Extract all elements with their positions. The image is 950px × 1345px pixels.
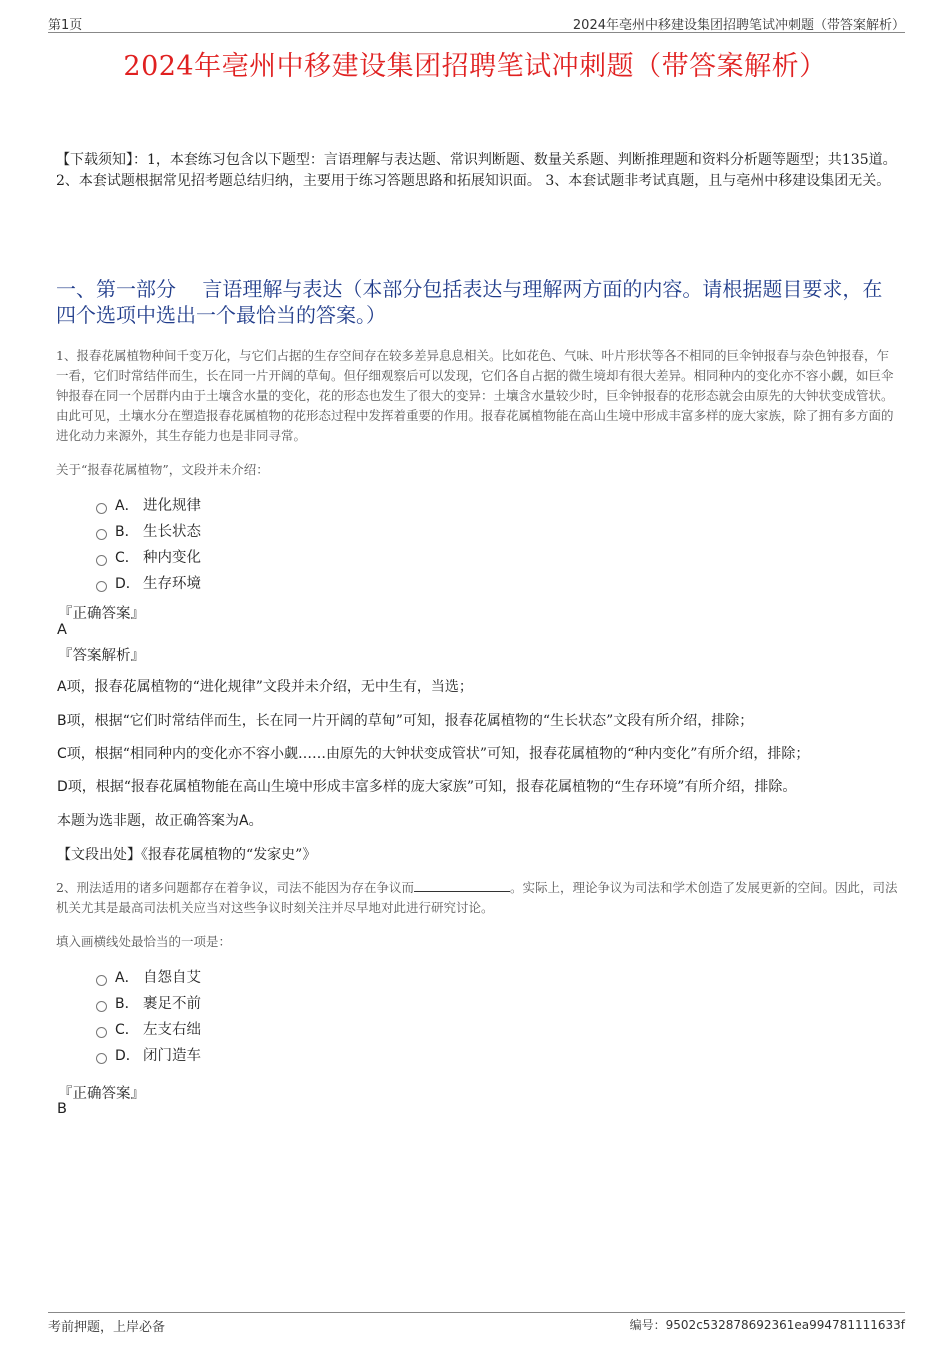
- q1-option-b[interactable]: B． 生长状态: [96, 519, 201, 545]
- q2-answer: B: [57, 1101, 67, 1117]
- q1-option-d[interactable]: D． 生存环境: [96, 571, 201, 597]
- q2-option-d[interactable]: D． 闭门造车: [96, 1043, 201, 1069]
- q1-passage: 1、报春花属植物种间千变万化，与它们占据的生存空间存在较多差异息息相关。比如花色、气味、叶片形状等各不相同的巨伞钟报春与杂色钟报春，乍一看，它们时常结伴而生，长在同一片开阔的草甸。但仔细观察后可以发现，它们各自占据的微生境却有很大差异。相同种内的变化亦不容小觑，如巨伞钟报春在同一个居群内由于土壤含水量的变化，花的形态也发生了很大的变异：土壤含水量较少时，巨伞钟报春的花形态就会由原先的大钟状变成管状。由此可见，土壤水分在塑造报春花属植物的花形态过程中发挥着重要的作用。报春花属植物能在高山生境中形成丰富多样的庞大家族，除了拥有多方面的进化动力来源外，其生存能力也是非同寻常。: [56, 348, 894, 443]
- header-doc-title: 2024年亳州中移建设集团招聘笔试冲刺题（带答案解析）: [572, 18, 905, 33]
- q2-options: [96, 965, 201, 1069]
- q1-source: 【文段出处】《报春花属植物的“发家史”》: [57, 847, 317, 863]
- footer-slogan: 考前押题，上岸必备: [48, 1320, 166, 1335]
- radio-icon[interactable]: [96, 975, 107, 986]
- radio-icon[interactable]: [96, 1053, 107, 1064]
- q2-option-a[interactable]: A． 自怨自艾: [96, 965, 201, 991]
- q1-option-c[interactable]: C． 种内变化: [96, 545, 201, 571]
- radio-icon[interactable]: [96, 503, 107, 514]
- q1-option-a[interactable]: A． 进化规律: [96, 493, 201, 519]
- page-footer: [48, 1312, 905, 1333]
- radio-icon[interactable]: [96, 1027, 107, 1038]
- q1-answer: A: [57, 622, 67, 638]
- q2-answer-label: 『正确答案』: [58, 1086, 145, 1102]
- q2-question: 填入画横线处最恰当的一项是：: [56, 934, 232, 949]
- q2-option-b[interactable]: B． 裹足不前: [96, 991, 201, 1017]
- footer-code: 编号：9502c532878692361ea994781111633f: [629, 1318, 905, 1332]
- q2-option-c[interactable]: C． 左支右绌: [96, 1017, 201, 1043]
- q1-options: [96, 493, 201, 597]
- radio-icon[interactable]: [96, 1001, 107, 1012]
- radio-icon[interactable]: [96, 555, 107, 566]
- answer-blank: [414, 879, 510, 892]
- q1-analysis-d: D项，根据“报春花属植物能在高山生境中形成丰富多样的庞大家族”可知，报春花属植物的“生存环境”有所介绍，排除。: [57, 779, 797, 795]
- section-title: 一、第一部分 言语理解与表达（本部分包括表达与理解两方面的内容。请根据题目要求，在四个选项中选出一个最恰当的答案。）: [56, 277, 883, 327]
- page-title: 2024年亳州中移建设集团招聘笔试冲刺题（带答案解析）: [123, 51, 827, 82]
- q1-conclusion: 本题为选非题，故正确答案为A。: [57, 813, 263, 829]
- q1-answer-label: 『正确答案』: [58, 606, 145, 622]
- page-number: 第1页: [48, 18, 83, 33]
- page-header: [48, 14, 905, 33]
- q1-analysis-b: B项，根据“它们时常结伴而生，长在同一片开阔的草甸”可知，报春花属植物的“生长状态”文段有所介绍，排除；: [57, 713, 754, 729]
- radio-icon[interactable]: [96, 581, 107, 592]
- download-notice: 【下载须知】：1，本套练习包含以下题型：言语理解与表达题、常识判断题、数量关系题、判断推理题和资料分析题等题型；共135道。 2、本套试题根据常见招考题总结归纳，主要用于练习答题思路和拓展知识面。 3、本套试题非考试真题，且与亳州中移建设集团无关。: [56, 152, 897, 189]
- q2-passage: 2、刑法适用的诸多问题都存在着争议，司法不能因为存在争议而 。实际上，理论争议为司法和学术创造了发展更新的空间。因此，司法机关尤其是最高司法机关应当对这些争议时刻关注并尽早地对此进行研究讨论。: [56, 880, 898, 915]
- q1-question: 关于“报春花属植物”，文段并未介绍：: [56, 462, 269, 477]
- q1-analysis-c: C项，根据“相同种内的变化亦不容小觑……由原先的大钟状变成管状”可知，报春花属植物的“种内变化”有所介绍，排除；: [57, 746, 810, 762]
- q1-analysis-label: 『答案解析』: [58, 648, 145, 664]
- q1-analysis-a: A项，报春花属植物的“进化规律”文段并未介绍，无中生有，当选；: [57, 679, 473, 695]
- radio-icon[interactable]: [96, 529, 107, 540]
